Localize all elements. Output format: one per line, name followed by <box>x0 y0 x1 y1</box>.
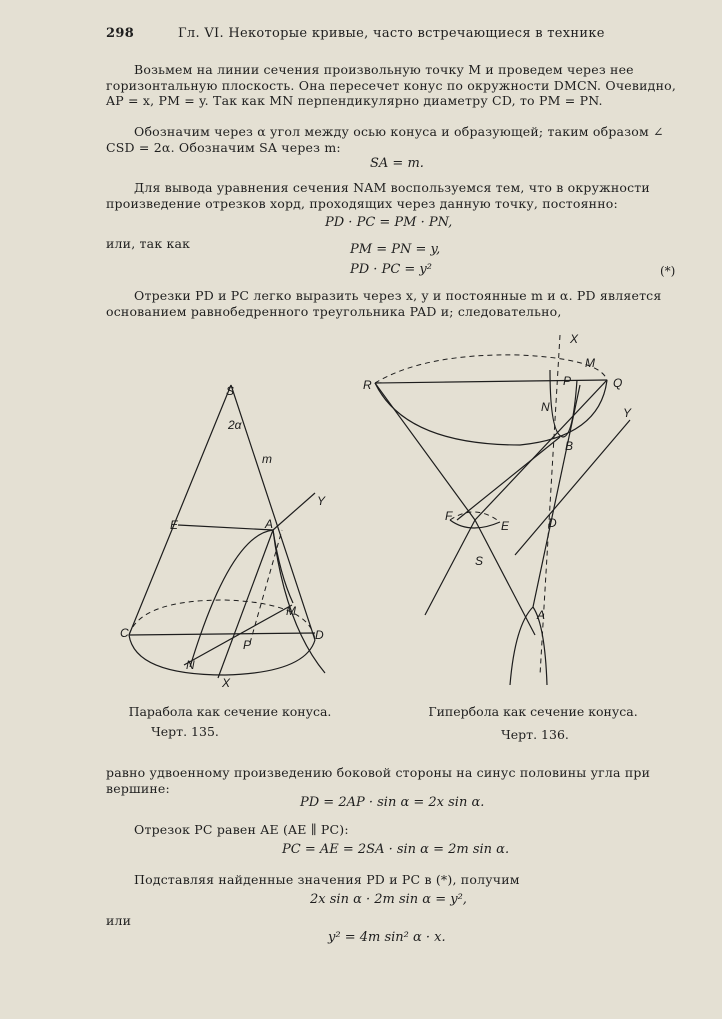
label-p: P <box>563 374 572 388</box>
equation-final: y² = 4m sin² α · x. <box>328 930 446 945</box>
label-a: A <box>265 517 274 531</box>
diameter-cd <box>129 633 315 635</box>
label-b: B <box>565 439 574 453</box>
chapter-title: Гл. VI. Некоторые кривые, часто встречающиеся в технике <box>178 26 605 41</box>
label-d: D <box>315 628 324 642</box>
caption-136: Гипербола как сечение конуса. <box>428 704 638 719</box>
label-y: Y <box>623 406 632 420</box>
label-p: P <box>243 638 252 652</box>
line-ab <box>533 385 580 607</box>
label-m-point: M <box>286 604 296 618</box>
label-m: M <box>585 356 595 370</box>
paragraph-1: Возьмем на линии сечения произвольную точку M и проведем через нее горизонтальную плоскость. Она пересечет конус по окружности DMCN. Очевидно, AP = x, PM = y. Так как MN перпендикулярно диаметру CD, то PM = PN. <box>106 62 676 108</box>
label-f: F <box>445 509 453 523</box>
equation-star: PD · PC = y² <box>350 262 432 277</box>
line-fb <box>457 437 560 520</box>
segment-ea <box>178 525 273 530</box>
page-number: 298 <box>106 26 135 41</box>
label-136: Черт. 136. <box>501 727 569 742</box>
label-e: E <box>501 519 510 533</box>
paragraph-5: Отрезки PD и PC легко выразить через x, y и постоянные m и α. PD является основанием равнобедренного треугольника PAD и; следовательно, <box>106 288 662 319</box>
figure-135-parabola <box>110 375 360 695</box>
label-n: N <box>186 658 195 672</box>
label-d: D <box>548 516 557 530</box>
label-s: S <box>475 554 484 568</box>
label-x: X <box>222 676 231 690</box>
paragraph-4: или, так как <box>106 236 191 251</box>
generator-sd <box>231 385 315 640</box>
equation-pd: PD = 2AP · sin α = 2x sin α. <box>300 795 485 810</box>
paragraph-8: Подставляя найденные значения PD и PC в (*), получим <box>134 872 520 887</box>
label-135: Черт. 135. <box>151 724 219 739</box>
paragraph-7: Отрезок PC равен AE (AE ∥ PC): <box>134 822 349 837</box>
figure-136-hyperbola <box>345 325 645 695</box>
label-c: C <box>120 626 129 640</box>
equation-pm-pn: PM = PN = y, <box>350 242 441 257</box>
caption-135: Парабола как сечение конуса. <box>128 704 332 719</box>
base-front <box>129 635 315 675</box>
axis-y <box>273 493 315 530</box>
parabola-branch <box>273 530 325 673</box>
equation-substitution: 2x sin α · 2m sin α = y², <box>310 892 467 907</box>
label-m: m <box>262 452 272 466</box>
generator-sc <box>129 385 231 635</box>
paragraph-2: Обозначим через α угол между осью конуса и образующей; таким образом ∠ CSD = 2α. Обозначим SA через m: <box>106 124 664 155</box>
label-y: Y <box>317 494 326 508</box>
paragraph-9: или <box>106 913 132 928</box>
label-n: N <box>541 400 550 414</box>
label-r: R <box>363 378 372 392</box>
parabola-curve <box>190 530 293 667</box>
label-x: X <box>570 332 579 346</box>
equation-pc: PC = AE = 2SA · sin α = 2m sin α. <box>282 842 510 857</box>
equation-sa-m: SA = m. <box>370 156 424 171</box>
label-q: Q <box>613 376 623 390</box>
upper-circle-front <box>375 380 607 445</box>
generator-lower-right <box>475 520 535 635</box>
equation-star-tag: (*) <box>660 264 676 278</box>
generator-r <box>375 383 475 520</box>
paragraph-6: равно удвоенному произведению боковой стороны на синус половины угла при вершине: <box>106 765 651 796</box>
generator-lower-left <box>425 520 475 615</box>
label-a: A <box>537 608 546 622</box>
label-e: E <box>170 518 179 532</box>
upper-circle-back <box>375 355 607 383</box>
label-2alpha: 2α <box>228 418 242 432</box>
diameter-rq <box>375 380 607 383</box>
equation-chords: PD · PC = PM · PN, <box>325 215 453 230</box>
paragraph-3: Для вывода уравнения сечения NAM воспользуемся тем, что в окружности произведение отрезков хорд, проходящих через данную точку, постоянно: <box>106 180 650 211</box>
label-s: S <box>226 384 235 398</box>
